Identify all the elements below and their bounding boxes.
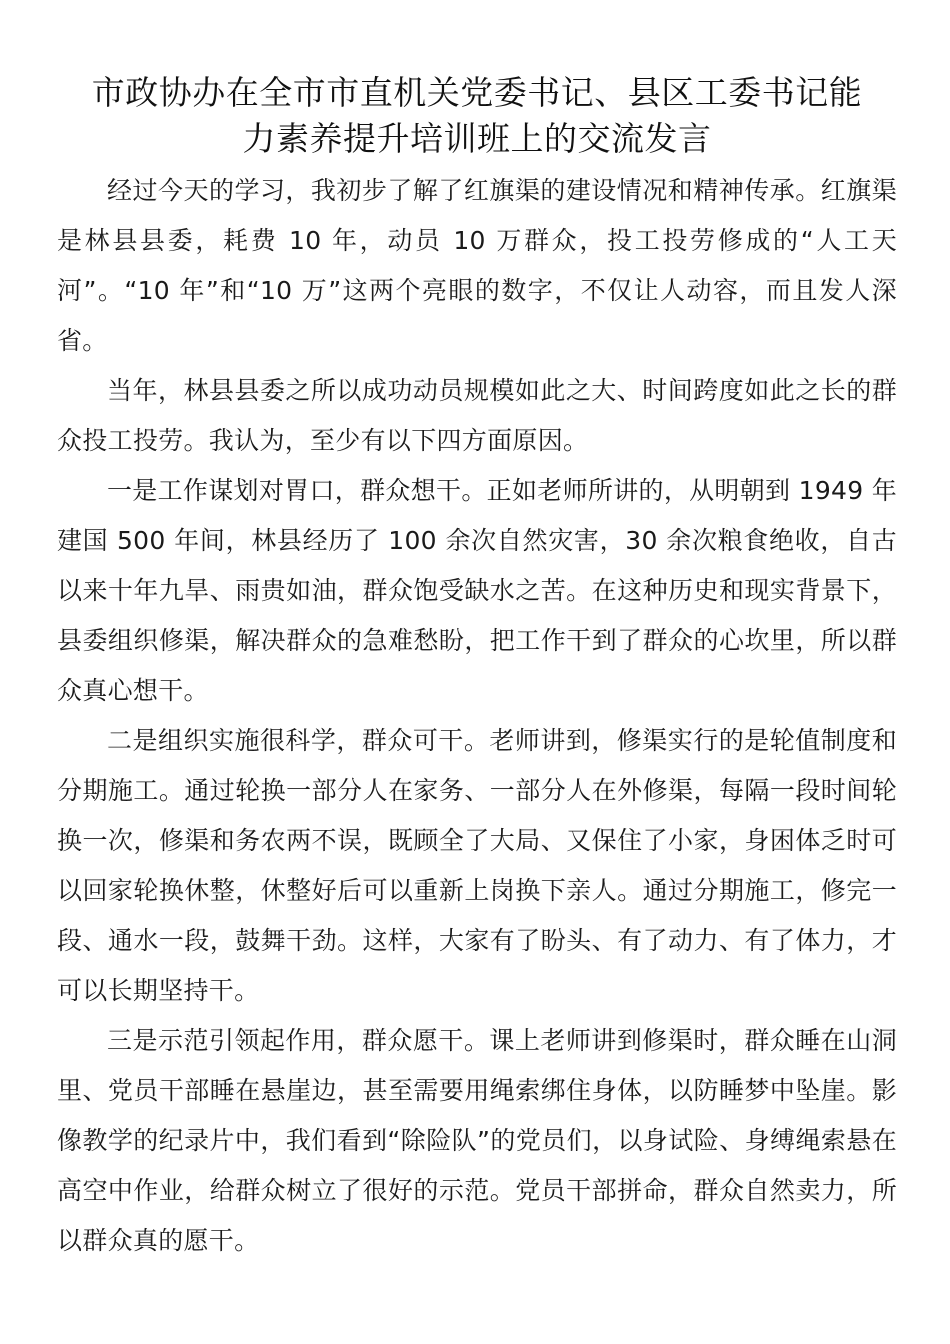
- document-title: [57, 70, 897, 162]
- paragraph-intro: 经过今天的学习，我初步了解了红旗渠的建设情况和精神传承。红旗渠是林县县委，耗费 10 年，动员 10 万群众，投工投劳修成的“人工天河”。“10 年”和“10 万”这两个亮眼的数字，不仅让人动容，而且发人深省。: [57, 176, 897, 355]
- paragraph-point-two: 二是组织实施很科学，群众可干。老师讲到，修渠实行的是轮值制度和分期施工。通过轮换一部分人在家务、一部分人在外修渠，每隔一段时间轮换一次，修渠和务农两不误，既顾全了大局、又保住了小家，身困体乏时可以回家轮换休整，休整好后可以重新上岗换下亲人。通过分期施工，修完一段、通水一段，鼓舞干劲。这样，大家有了盼头、有了动力、有了体力，才可以长期坚持干。: [57, 726, 897, 1005]
- document-page: [57, 70, 897, 1266]
- document-body: [57, 166, 897, 1266]
- title-line-2: 力素养提升培训班上的交流发言: [242, 119, 712, 158]
- title-line-1: 市政协办在全市市直机关党委书记、县区工委书记能: [91, 73, 863, 112]
- paragraph-reasons: 当年，林县县委之所以成功动员规模如此之大、时间跨度如此之长的群众投工投劳。我认为，至少有以下四方面原因。: [57, 376, 897, 455]
- paragraph-point-one: 一是工作谋划对胃口，群众想干。正如老师所讲的，从明朝到 1949 年建国 500 年间，林县经历了 100 余次自然灾害，30 余次粮食绝收，自古以来十年九旱、雨贵如油，群众饱受缺水之苦。在这种历史和现实背景下，县委组织修渠，解决群众的急难愁盼，把工作干到了群众的心坎里，所以群众真心想干。: [57, 476, 897, 705]
- paragraph-point-three: 三是示范引领起作用，群众愿干。课上老师讲到修渠时，群众睡在山洞里、党员干部睡在悬崖边，甚至需要用绳索绑住身体，以防睡梦中坠崖。影像教学的纪录片中，我们看到“除险队”的党员们，以身试险、身缚绳索悬在高空中作业，给群众树立了很好的示范。党员干部拼命，群众自然卖力，所以群众真的愿干。: [57, 1026, 897, 1255]
